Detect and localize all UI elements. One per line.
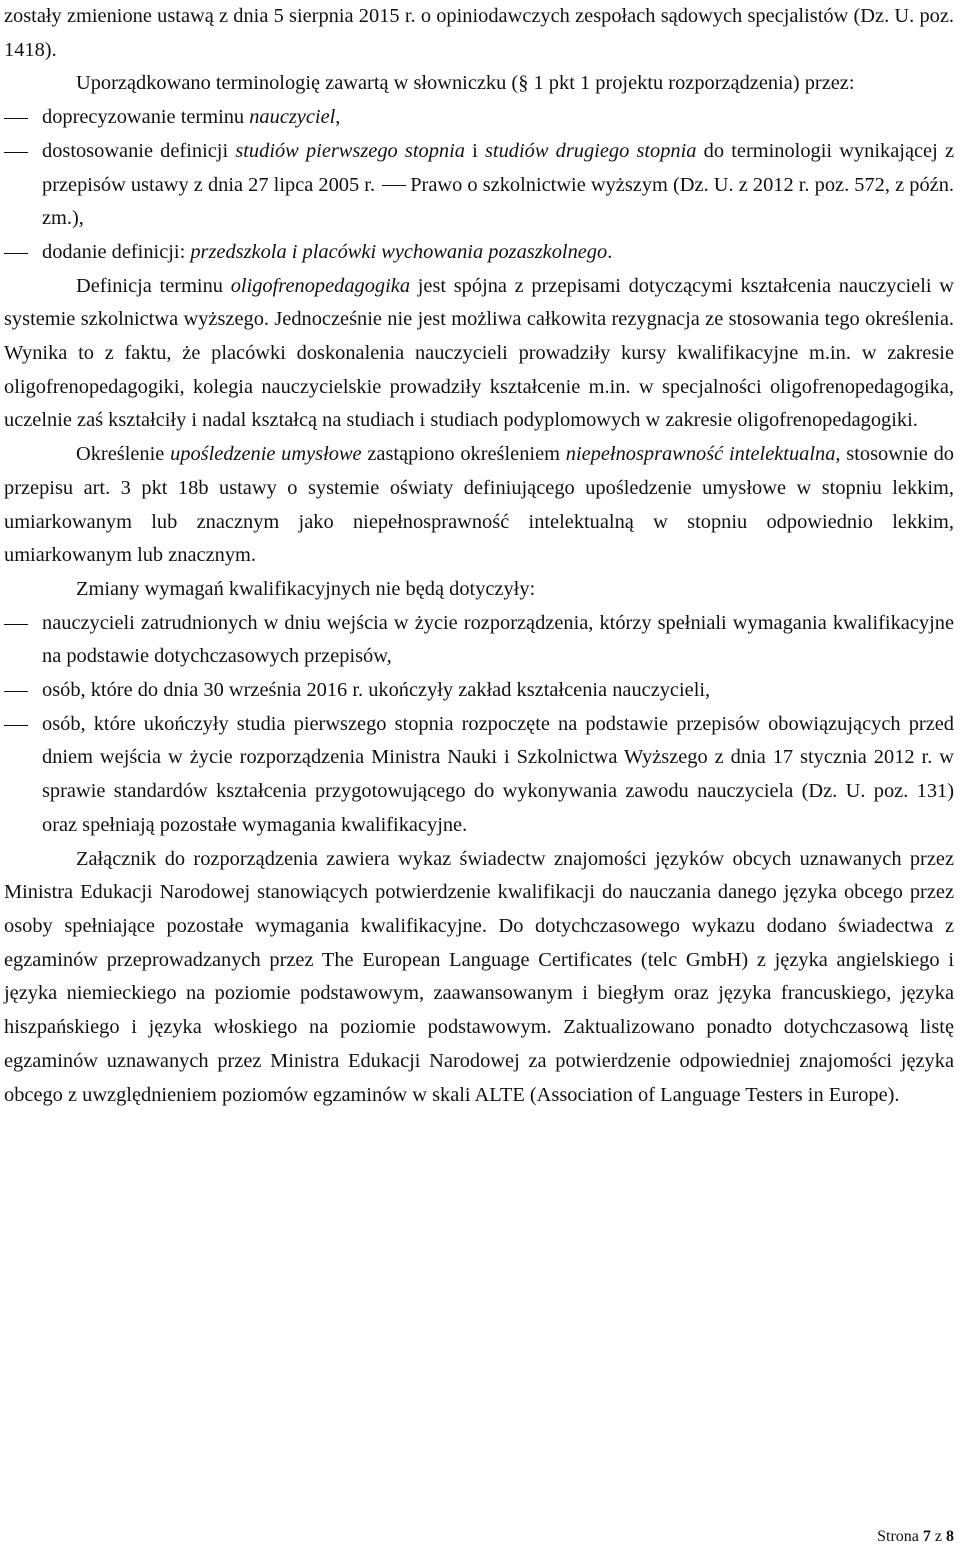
list-item bbox=[4, 135, 954, 236]
list-item bbox=[4, 674, 954, 708]
paragraph-text: Załącznik do rozporządzenia zawiera wykaz świadectw znajomości języków obcych uznawanych przez Ministra Edukacji Narodowej stanowiących potwierdzenie kwalifikacji do nauczania danego języka obcego przez osoby spełniające pozostałe wymagania kwalifikacyjne. Do dotychczasowego wykazu dodano świadectwa z egzaminów przeprowadzanych przez The European Language Certificates (telc GmbH) z języka angielskiego i języka niemieckiego na poziomie podstawowym, zaawansowanym i biegłym oraz języka francuskiego, języka hiszpańskiego i języka włoskiego na poziomie podstawowym. Zaktualizowano ponadto dotychczasową listę egzaminów uznawanych przez Ministra Edukacji Narodowej za potwierdzenie odpowiedniej znajomości języka obcego z uwzględnieniem poziomów egzaminów w skali ALTE (Association of Language Testers in Europe). bbox=[4, 847, 954, 1106]
paragraph-3 bbox=[4, 438, 954, 573]
paragraph-5 bbox=[4, 843, 954, 1113]
total-pages: 8 bbox=[946, 1528, 954, 1545]
emphasis: przedszkola i placówki wychowania pozaszkolnego bbox=[190, 240, 608, 263]
paragraph-0 bbox=[4, 0, 954, 67]
emphasis: studiów pierwszego stopnia bbox=[235, 139, 465, 162]
list-item-text: osób, które ukończyły studia pierwszego stopnia rozpoczęte na podstawie przepisów obowiązujących przed dniem wejścia w życie rozporządzenia Ministra Nauki i Szkolnictwa Wyższego z dnia 17 stycznia 2012 r. w sprawie standardów kształcenia przygotowującego do wykonywania zawodu nauczyciela (Dz. U. poz. 131) oraz spełniają pozostałe wymagania kwalifikacyjne. bbox=[42, 712, 954, 836]
paragraph-2 bbox=[4, 270, 954, 439]
list-item bbox=[4, 708, 954, 843]
list-item-text: dostosowanie definicji bbox=[42, 139, 236, 162]
paragraph-text: jest spójna z przepisami dotyczącymi kształcenia nauczycieli w systemie szkolnictwa wyższego. Jednocześnie nie jest możliwa całkowita rezygnacja ze stosowania tego określenia. Wynika to z faktu, że placówki doskonalenia nauczycieli prowadziły kursy kwalifikacyjne m.in. w zakresie oligofrenopedagogiki, kolegia nauczycielskie prowadziły kształcenie m.in. w specjalności oligofrenopedagogika, uczelnie zaś kształciły i nadal kształcą na studiach i studiach podyplomowych w zakresie oligofrenopedagogiki. bbox=[4, 274, 954, 432]
paragraph-text: Definicja terminu bbox=[76, 274, 231, 297]
list-item bbox=[4, 236, 954, 270]
list-item bbox=[4, 101, 954, 135]
list-item-text: i bbox=[464, 139, 485, 162]
page-number-footer bbox=[877, 1528, 954, 1546]
list-item-text: osób, które do dnia 30 września 2016 r. ukończyły zakład kształcenia nauczycieli, bbox=[42, 679, 711, 702]
paragraph-text: zastąpiono określeniem bbox=[361, 443, 566, 466]
list-item-text: Prawo o szkolnictwie wyższym (Dz. U. z 2012 r. poz. 572, z późn. zm.), bbox=[42, 173, 954, 230]
paragraph-text: , stosownie do przepisu art. 3 pkt 18b ustawy o systemie oświaty definiującego upośledzenie umysłowe w stopniu lekkim, umiarkowanym lub znacznym jako niepełnosprawność intelektualną w stopniu odpowiednio lekkim, umiarkowanym lub znacznym. bbox=[4, 443, 954, 567]
paragraph-1 bbox=[4, 67, 954, 101]
list-item-text: do terminologii wynikającej z przepisów ustawy z dnia 27 lipca 2005 r. bbox=[42, 139, 954, 196]
list-item-text: , bbox=[335, 106, 341, 129]
footer-label: z bbox=[934, 1528, 942, 1545]
paragraph-text: Określenie bbox=[76, 443, 171, 466]
paragraph-text: zostały zmienione ustawą z dnia 5 sierpnia 2015 r. o opiniodawczych zespołach sądowych specjalistów (Dz. U. poz. 1418). bbox=[4, 5, 954, 61]
list-item bbox=[4, 607, 954, 674]
emphasis: oligofrenopedagogika bbox=[230, 274, 411, 297]
list-item-text: doprecyzowanie terminu bbox=[42, 106, 250, 129]
paragraph-text: Uporządkowano terminologię zawartą w słowniczku (§ 1 pkt 1 projektu rozporządzenia) przez: bbox=[76, 72, 855, 95]
document-page bbox=[4, 0, 954, 1112]
paragraph-4 bbox=[4, 573, 954, 607]
list-item-text: nauczycieli zatrudnionych w dniu wejścia w życie rozporządzenia, którzy spełniali wymagania kwalifikacyjne na podstawie dotychczasowych przepisów, bbox=[42, 611, 954, 668]
dash-icon bbox=[382, 185, 406, 186]
paragraph-text: Zmiany wymagań kwalifikacyjnych nie będą dotyczyły: bbox=[76, 577, 536, 600]
emphasis: niepełnosprawność intelektualna bbox=[565, 443, 836, 466]
current-page: 7 bbox=[922, 1528, 931, 1545]
emphasis: studiów drugiego stopnia bbox=[485, 139, 697, 162]
emphasis: nauczyciel bbox=[249, 106, 336, 129]
list-item-text: . bbox=[607, 240, 613, 263]
footer-label: Strona bbox=[877, 1528, 919, 1545]
list-item-text: dodanie definicji: bbox=[42, 240, 191, 263]
emphasis: upośledzenie umysłowe bbox=[170, 443, 362, 466]
